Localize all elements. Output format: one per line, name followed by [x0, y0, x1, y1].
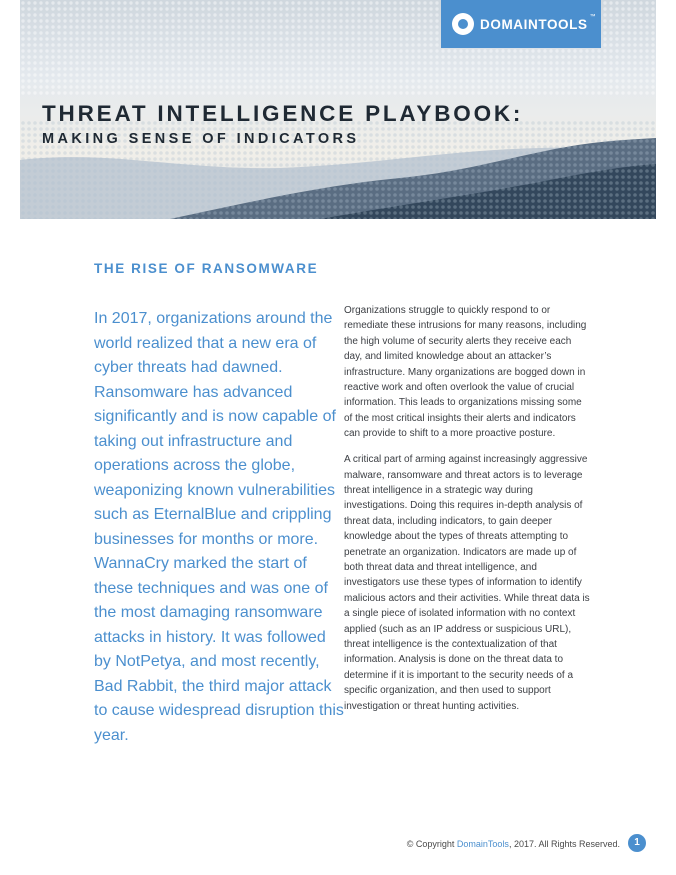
body-paragraph-1: Organizations struggle to quickly respond to or remediate these intrusions for many reasons, including the high volume of security alerts they receive each day, and limited knowledge about an attacker’s infrastructure. Many organizations are bogged down in reactive work and often overlook the value of crucial information. This leads to organizations missing some of the most critical insights their alerts and indicators can provide to shift to a more proactive posture. — [344, 305, 587, 440]
body-paragraph-2: A critical part of arming against increasingly aggressive malware, ransomware and threat actors is to leverage threat intelligence in a strategic way during investigations. Doing this requires in-depth analysis of threat data, including indicators, to gain deeper knowledge about the types of threats attempting to penetrate an organization. Indicators are made up of both threat data and threat intelligence, and investigators use these types of information to identify malicious actors and their activities. While threat data is a single piece of isolated information with no context applied (such as an IP address or suspicious URL), threat intelligence is the contextualization of that information. Analysis is done on the threat data to determine if it is important to the security needs of a specific organization, and then used to support investigation or threat hunting activities. — [344, 454, 590, 712]
domaintools-logo-icon — [452, 13, 474, 35]
body-column — [344, 303, 590, 725]
copyright-footer — [407, 839, 620, 849]
section-heading: THE RISE OF RANSOMWARE — [94, 261, 319, 276]
document-subtitle: MAKING SENSE OF INDICATORS — [42, 131, 360, 147]
domaintools-logo — [441, 0, 601, 48]
header-banner — [20, 0, 656, 219]
logo-text: DOMAINTOOLS — [480, 16, 588, 32]
document-title: THREAT INTELLIGENCE PLAYBOOK: — [42, 101, 524, 126]
copyright-suffix: , 2017. All Rights Reserved. — [508, 839, 620, 849]
page-number-badge: 1 — [628, 834, 646, 852]
copyright-brand: DomainTools — [456, 839, 509, 849]
copyright-prefix: © Copyright — [406, 839, 457, 849]
trademark-symbol: ™ — [589, 14, 596, 20]
lead-paragraph: In 2017, organizations around the world realized that a new era of cyber threats had dawned. Ransomware has advanced significantly and is now capable of taking out infrastructure and operations across the globe, weaponizing known vulnerabilities such as EternalBlue and crippling businesses for months or more. WannaCry marked the start of these techniques and was one of the most damaging ransomware attacks in history. It was followed by NotPetya, and most recently, Bad Rabbit, the third major attack to cause widespread disruption this year. — [94, 310, 344, 744]
